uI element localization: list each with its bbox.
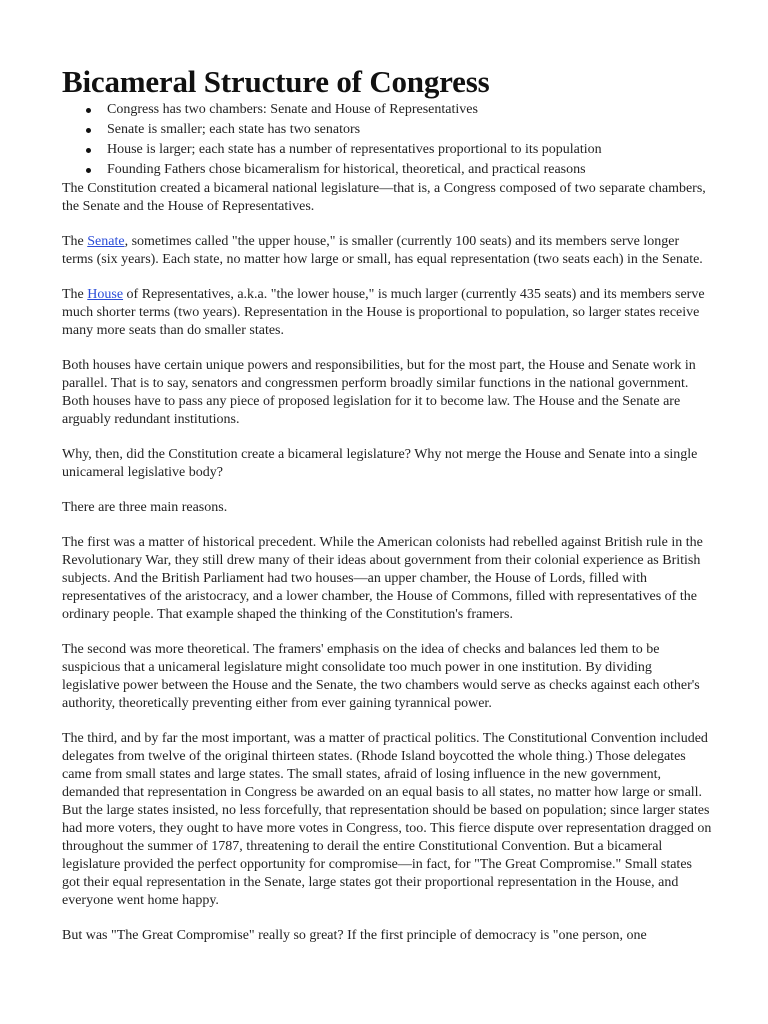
- paragraph-practical: The third, and by far the most important, was a matter of practical politics. The Constitutional Convention included delegates from twelve of the original thirteen states. (Rhode Island boycotted the whole thing.) Those delegates came from small states and large states. The small states, afraid of losing influence in the new government, demanded that representation in Congress be awarded on an equal basis to all states, no matter how large or small. But the large states insisted, no less forcefully, that representation should be based on population; since larger states had more voters, they ought to have more votes in Congress, too. This fierce dispute over representation dragged on throughout the summer of 1787, threatening to derail the entire Constitutional Convention. But a bicameral legislature provided the perfect opportunity for compromise—in fact, for "The Great Compromise." Small states got their equal representation in the Senate, large states got their proportional representation in the House, and everyone went home happy.: [62, 731, 712, 908]
- bullet-icon: [86, 108, 91, 113]
- page-title: Bicameral Structure of Congress: [62, 64, 490, 99]
- paragraph-text: The: [62, 287, 88, 302]
- paragraph-parallel: Both houses have certain unique powers and responsibilities, but for the most part, the House and Senate work in parallel. That is to say, senators and congressmen perform broadly similar functions in the national government. Both houses have to pass any piece of proposed legislation for it to become law. The House and the Senate are arguably redundant institutions.: [62, 358, 696, 427]
- bullet-text: Senate is smaller; each state has two senators: [107, 122, 361, 137]
- summary-bullet-list: [62, 100, 712, 180]
- bullet-icon: [86, 168, 91, 173]
- paragraph-text: The: [62, 234, 88, 249]
- paragraph-senate: [62, 233, 712, 269]
- paragraph-reasons: There are three main reasons.: [62, 500, 228, 515]
- list-item: [62, 160, 712, 180]
- senate-link[interactable]: Senate: [87, 234, 125, 249]
- bullet-text: Congress has two chambers: Senate and House of Representatives: [107, 102, 478, 117]
- paragraph-compromise: But was "The Great Compromise" really so great? If the first principle of democracy is "one person, one: [62, 928, 647, 943]
- list-item: [62, 120, 712, 140]
- list-item: [62, 140, 712, 160]
- paragraph-historical: The first was a matter of historical precedent. While the American colonists had rebelled against British rule in the Revolutionary War, they still drew many of their ideas about government from their colonial experience as British subjects. And the British Parliament had two houses—an upper chamber, the House of Lords, filled with representatives of the aristocracy, and a lower chamber, the House of Commons, filled with representatives of the ordinary people. That example shaped the thinking of the Constitution's framers.: [62, 535, 703, 622]
- paragraph-theoretical: The second was more theoretical. The framers' emphasis on the idea of checks and balances led them to be suspicious that a unicameral legislature might consolidate too much power in one institution. By dividing legislative power between the House and the Senate, the two chambers would serve as checks against each other's authority, theoretically preventing either from ever gaining tyrannical power.: [62, 642, 700, 711]
- paragraph-question: Why, then, did the Constitution create a bicameral legislature? Why not merge the House and Senate into a single unicameral legislative body?: [62, 447, 698, 480]
- paragraph-intro: The Constitution created a bicameral national legislature—that is, a Congress composed of two separate chambers, the Senate and the House of Representatives.: [62, 181, 706, 214]
- bullet-text: House is larger; each state has a number of representatives proportional to its population: [107, 142, 602, 157]
- house-link[interactable]: House: [87, 287, 124, 302]
- bullet-icon: [86, 148, 91, 153]
- document-content: [62, 64, 712, 962]
- paragraph-house: [62, 286, 712, 340]
- list-item: [62, 100, 712, 120]
- bullet-icon: [86, 128, 91, 133]
- bullet-text: Founding Fathers chose bicameralism for historical, theoretical, and practical reasons: [107, 162, 586, 177]
- paragraph-text: of Representatives, a.k.a. "the lower house," is much larger (currently 435 seats) and its members serve much shorter terms (two years). Representation in the House is proportional to population, so larger states receive many more seats than do smaller states.: [62, 287, 705, 338]
- paragraph-text: , sometimes called "the upper house," is smaller (currently 100 seats) and its members serve longer terms (six years). Each state, no matter how large or small, has equal representation (two seats each) in the Senate.: [62, 234, 703, 267]
